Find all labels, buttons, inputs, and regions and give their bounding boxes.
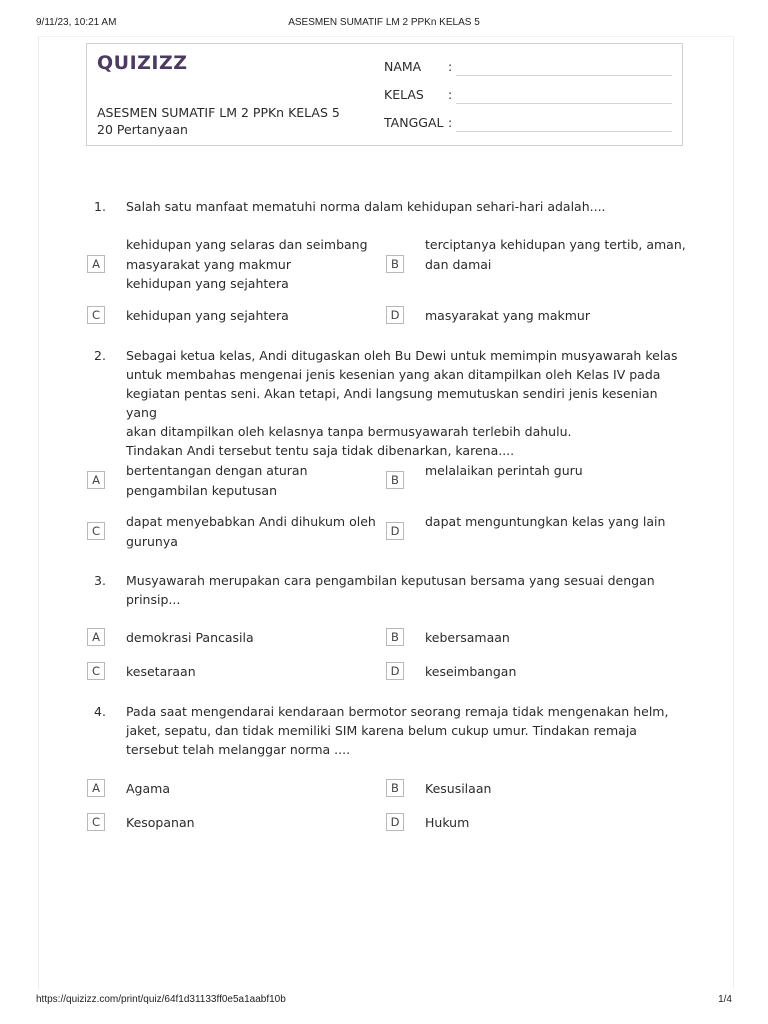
name-label: NAMA <box>384 59 422 74</box>
print-datetime: 9/11/23, 10:21 AM <box>36 17 117 28</box>
option-letter-badge: D <box>386 662 404 680</box>
date-label: TANGGAL <box>384 115 444 130</box>
question-text: Musyawarah merupakan cara pengambilan keputusan bersama yang sesuai dengan prinsip... <box>126 573 655 607</box>
question-count: 20 Pertanyaan <box>97 122 188 137</box>
option-text: Agama <box>126 781 170 796</box>
question-text: Salah satu manfaat mematuhi norma dalam kehidupan sehari-hari adalah.... <box>126 199 606 214</box>
class-field <box>384 87 674 107</box>
option-text: Kesopanan <box>126 815 195 830</box>
question-number: 3. <box>94 573 106 588</box>
option-text: terciptanya kehidupan yang tertib, aman, dan damai <box>425 237 686 272</box>
option-text: kesetaraan <box>126 664 196 679</box>
option-letter-badge: B <box>386 779 404 797</box>
option-letter-badge: A <box>87 255 105 273</box>
option-letter-badge: B <box>386 628 404 646</box>
question-text: Sebagai ketua kelas, Andi ditugaskan oleh Bu Dewi untuk memimpin musyawarah kelas untuk membahas mengenai jenis kesenian yang akan ditampilkan oleh Kelas IV pada kegiatan pentas seni. Akan tetapi, Andi langsung memutuskan sendiri jenis kesenian yang akan ditampilkan oleh kelasnya tanpa bermusyawarah terlebih dahulu. Tindakan Andi tersebut tentu saja tidak dibenarkan, karena.... <box>126 348 678 458</box>
class-colon: : <box>448 87 453 102</box>
option-text: melalaikan perintah guru <box>425 463 583 478</box>
option-letter-badge: B <box>386 471 404 489</box>
option-text: dapat menguntungkan kelas yang lain <box>425 514 666 529</box>
option-letter-badge: C <box>87 522 105 540</box>
option-letter-badge: A <box>87 628 105 646</box>
option-text: Hukum <box>425 815 470 830</box>
name-field <box>384 59 674 79</box>
question-text: Pada saat mengendarai kendaraan bermotor seorang remaja tidak mengenakan helm, jaket, sepatu, dan tidak memiliki SIM karena belum cukup umur. Tindakan remaja tersebut telah melanggar norma .... <box>126 704 669 757</box>
option-text: keseimbangan <box>425 664 517 679</box>
name-colon: : <box>448 59 453 74</box>
question-number: 1. <box>94 199 106 214</box>
option-text: bertentangan dengan aturan pengambilan keputusan <box>126 463 308 498</box>
question-number: 4. <box>94 704 106 719</box>
question-number: 2. <box>94 348 106 363</box>
option-text: kebersamaan <box>425 630 510 645</box>
option-text: kehidupan yang sejahtera <box>126 308 289 323</box>
option-letter-badge: C <box>87 306 105 324</box>
quiz-info-box <box>86 43 683 146</box>
option-text: demokrasi Pancasila <box>126 630 254 645</box>
option-letter-badge: B <box>386 255 404 273</box>
print-page-number: 1/4 <box>718 994 732 1005</box>
option-letter-badge: C <box>87 662 105 680</box>
option-letter-badge: A <box>87 779 105 797</box>
option-letter-badge: A <box>87 471 105 489</box>
date-line <box>456 131 672 132</box>
date-field <box>384 115 674 135</box>
class-label: KELAS <box>384 87 424 102</box>
option-text: dapat menyebabkan Andi dihukum oleh gurunya <box>126 514 376 549</box>
class-line <box>456 103 672 104</box>
date-colon: : <box>448 115 453 130</box>
option-letter-badge: D <box>386 306 404 324</box>
option-letter-badge: D <box>386 813 404 831</box>
option-text: masyarakat yang makmur <box>425 308 590 323</box>
print-url: https://quizizz.com/print/quiz/64f1d31133ff0e5a1aabf10b <box>36 994 286 1005</box>
option-letter-badge: C <box>87 813 105 831</box>
option-text: Kesusilaan <box>425 781 492 796</box>
quizizz-logo: QUIZIZZ <box>97 52 188 74</box>
quiz-title: ASESMEN SUMATIF LM 2 PPKn KELAS 5 <box>97 105 340 120</box>
option-text: kehidupan yang selaras dan seimbang masyarakat yang makmur kehidupan yang sejahtera <box>126 237 368 291</box>
option-letter-badge: D <box>386 522 404 540</box>
print-doc-title: ASESMEN SUMATIF LM 2 PPKn KELAS 5 <box>288 17 480 28</box>
name-line <box>456 75 672 76</box>
